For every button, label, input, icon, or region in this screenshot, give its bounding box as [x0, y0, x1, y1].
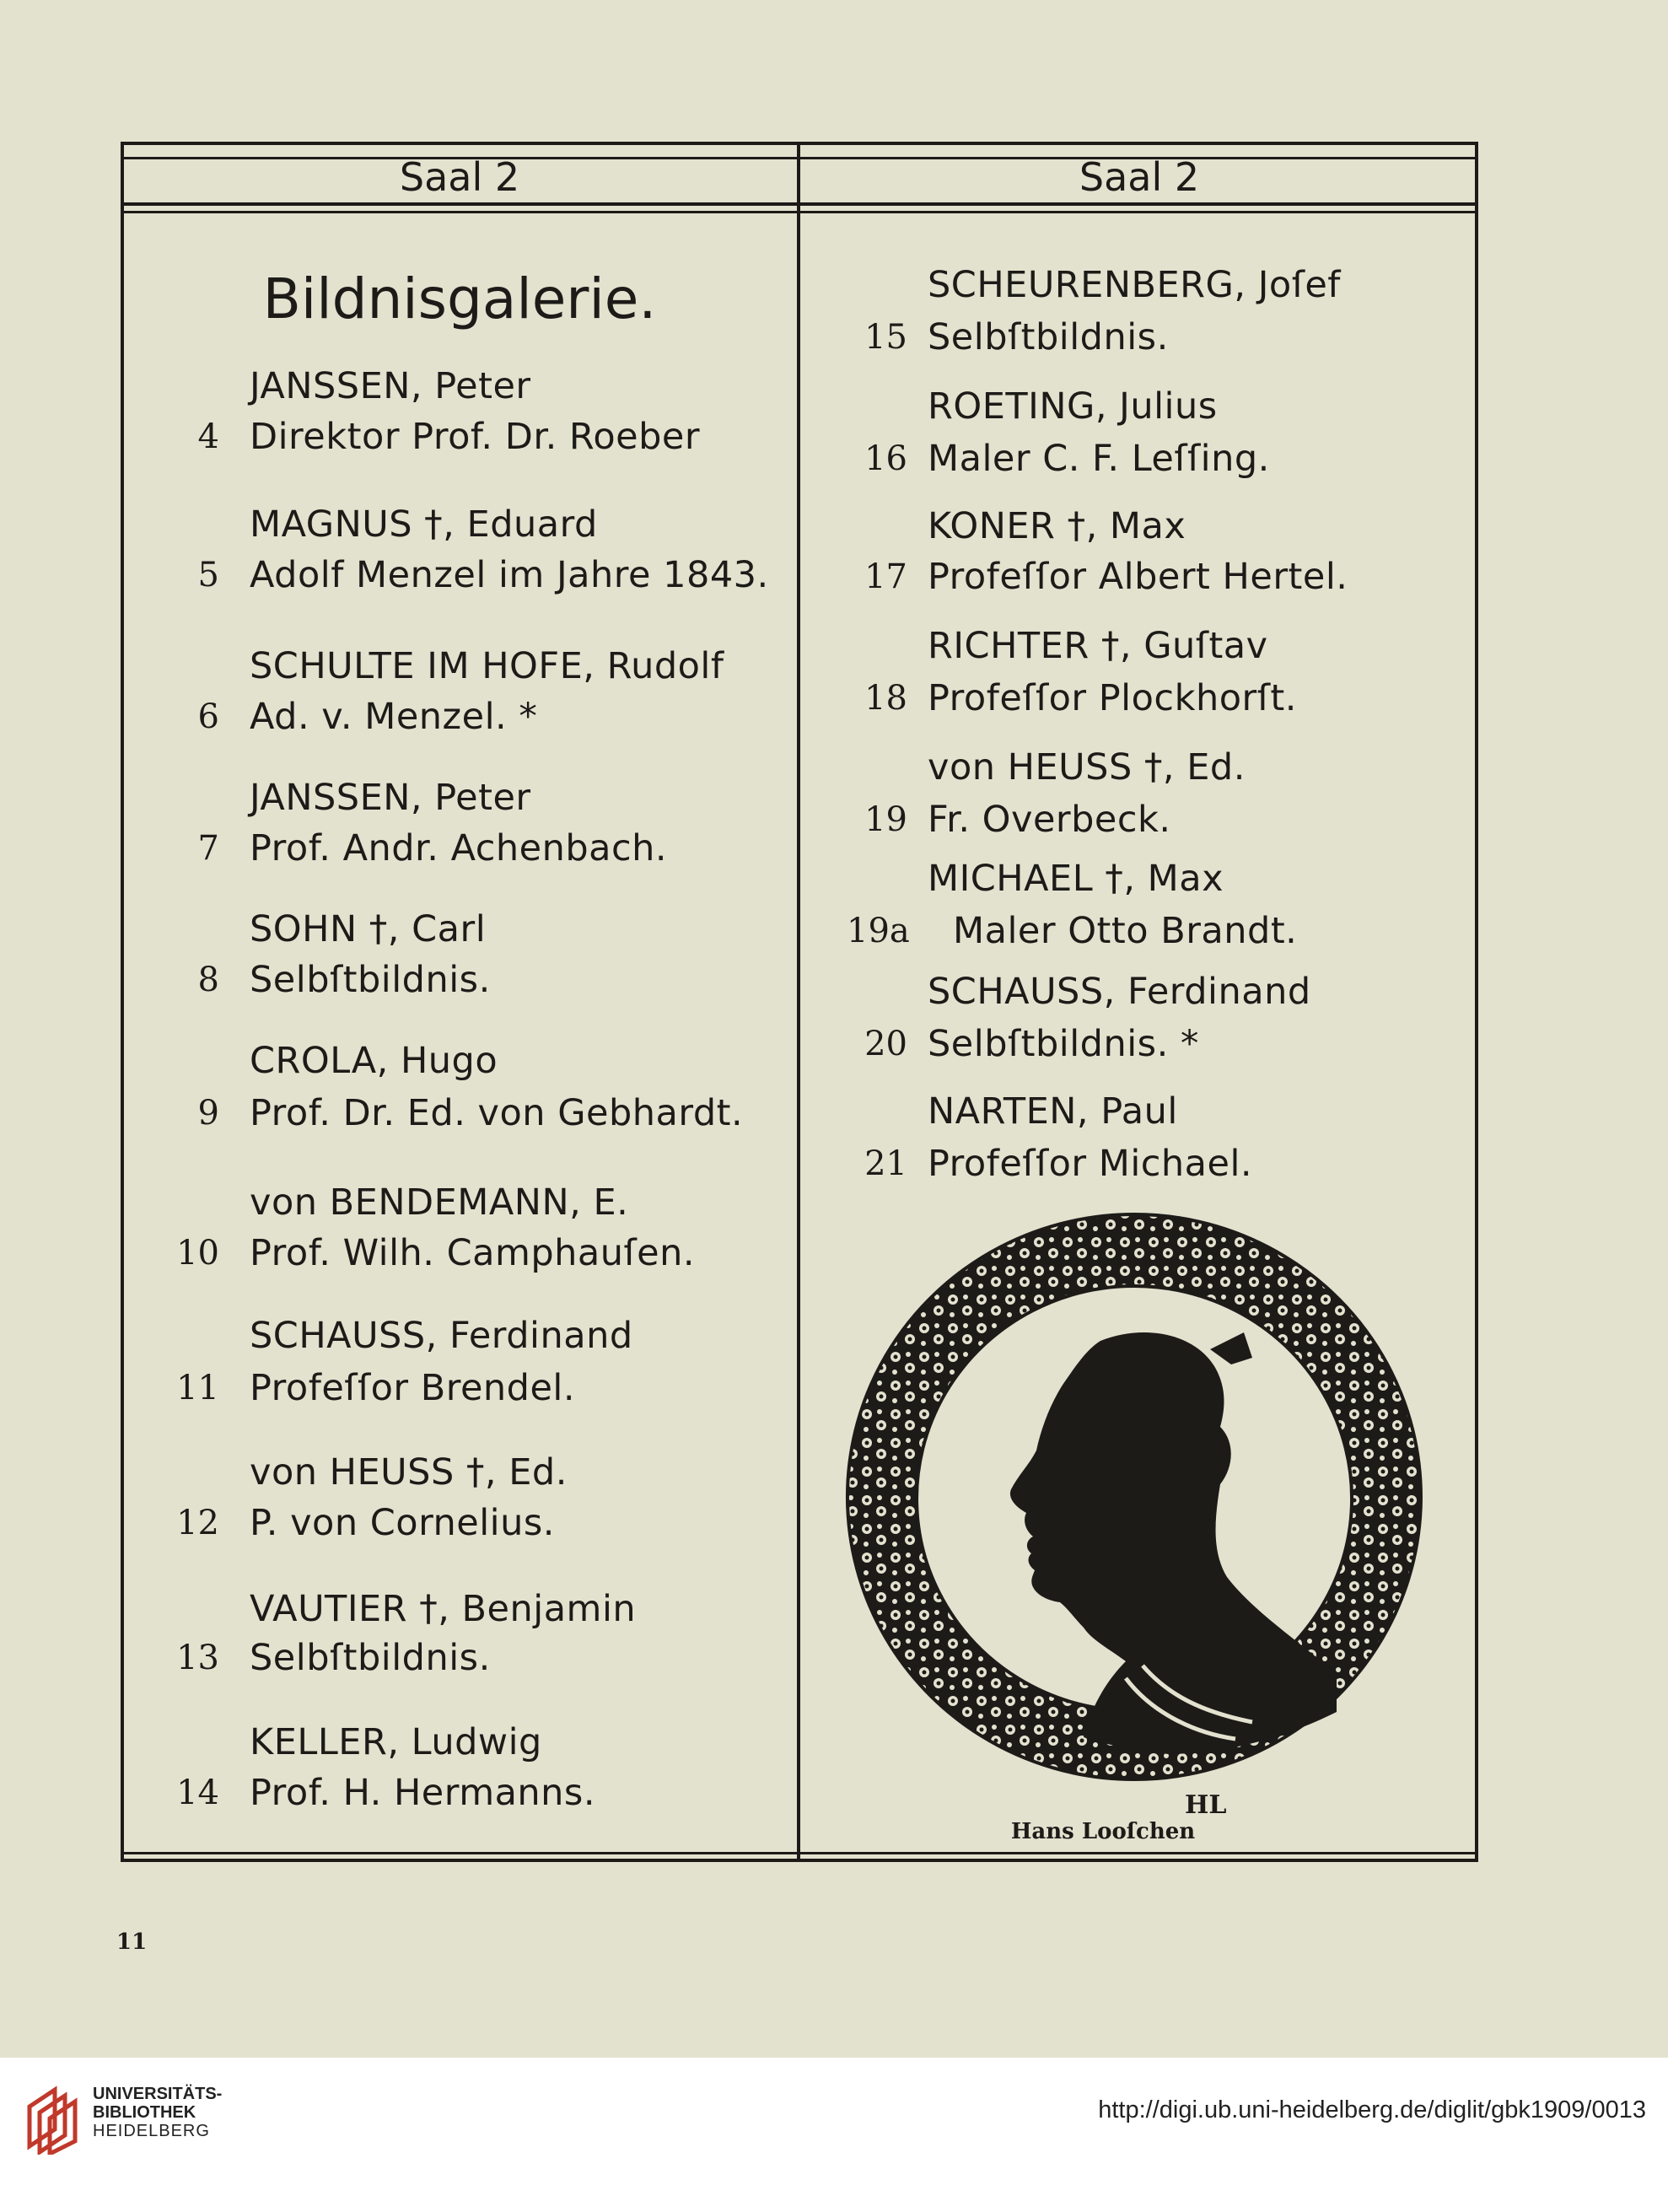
- catalog-number: 18: [864, 679, 907, 718]
- artist-name: KELLER, Ludwig: [250, 1721, 542, 1763]
- silhouette-wreath-illustration: [831, 1206, 1438, 1822]
- work-title: Maler Otto Brandt.: [953, 910, 1298, 952]
- artist-name: RICHTER †, Guſtav: [928, 625, 1268, 667]
- work-title: Prof. H. Hermanns.: [250, 1772, 596, 1814]
- library-name: [93, 2085, 222, 2140]
- artist-name: JANSSEN, Peter: [250, 365, 531, 407]
- work-title: P. von Cornelius.: [250, 1502, 555, 1544]
- artist-name: von HEUSS †, Ed.: [928, 746, 1246, 788]
- catalog-number: 4: [197, 417, 219, 456]
- artist-name: SCHAUSS, Ferdinand: [250, 1315, 633, 1357]
- catalog-number: 9: [197, 1094, 219, 1133]
- work-title: Adolf Menzel im Jahre 1843.: [250, 554, 769, 596]
- library-line-2: BIBLIOTHEK: [93, 2103, 196, 2122]
- work-title: Selbſtbildnis.: [250, 1637, 491, 1679]
- catalog-number: 17: [864, 557, 907, 596]
- work-title: Prof. Dr. Ed. von Gebhardt.: [250, 1092, 744, 1134]
- work-title: Prof. Wilh. Camphauſen.: [250, 1232, 696, 1274]
- work-title: Profeſſor Brendel.: [250, 1367, 576, 1409]
- artist-name: ROETING, Julius: [928, 385, 1218, 428]
- left-header: Saal 2: [399, 154, 520, 200]
- catalog-number: 16: [864, 439, 907, 478]
- work-title: Direktor Prof. Dr. Roeber: [250, 416, 701, 458]
- artist-name: SCHAUSS, Ferdinand: [928, 971, 1311, 1013]
- monogram: HL: [1185, 1790, 1227, 1820]
- catalog-number: 5: [197, 556, 219, 595]
- work-title: Profeſſor Albert Hertel.: [928, 556, 1348, 598]
- artist-name: von HEUSS †, Ed.: [250, 1451, 568, 1494]
- right-header: Saal 2: [1079, 154, 1200, 200]
- work-title: Maler C. F. Leſſing.: [928, 438, 1270, 480]
- section-title: Bildnisgalerie.: [262, 266, 657, 331]
- work-title: Selbſtbildnis. *: [928, 1023, 1199, 1065]
- source-url-link[interactable]: http://digi.ub.uni-heidelberg.de/diglit/gbk1909/0013: [1098, 2096, 1646, 2123]
- artist-name: KONER †, Max: [928, 505, 1186, 547]
- catalog-number: 21: [864, 1144, 907, 1183]
- column-divider: [797, 142, 800, 1862]
- artist-name: von BENDEMANN, E.: [250, 1181, 629, 1224]
- artist-name: SCHULTE IM HOFE, Rudolf: [250, 645, 724, 687]
- catalog-number: 12: [176, 1504, 219, 1542]
- artist-name: MAGNUS †, Eduard: [250, 503, 598, 546]
- catalog-number: 7: [197, 829, 219, 868]
- artist-name: SOHN †, Carl: [250, 908, 487, 950]
- artist-name: JANSSEN, Peter: [250, 777, 531, 819]
- page-number: 11: [116, 1929, 148, 1955]
- library-footer: [0, 2058, 1668, 2212]
- artist-name: NARTEN, Paul: [928, 1090, 1178, 1133]
- library-logo-icon: [21, 2083, 84, 2155]
- artist-name: MICHAEL †, Max: [928, 858, 1224, 900]
- work-title: Profeſſor Plockhorſt.: [928, 677, 1297, 719]
- catalog-number: 14: [176, 1773, 219, 1812]
- artist-name: CROLA, Hugo: [250, 1040, 498, 1082]
- catalog-number: 19a: [847, 912, 910, 950]
- catalog-number: 6: [197, 697, 219, 736]
- work-title: Profeſſor Michael.: [928, 1143, 1253, 1185]
- hair-bow: [1210, 1332, 1252, 1364]
- work-title: Selbſtbildnis.: [250, 959, 491, 1001]
- artist-name: VAUTIER †, Benjamin: [250, 1588, 637, 1630]
- catalog-number: 19: [864, 800, 907, 839]
- library-line-1: UNIVERSITÄTS-: [93, 2085, 223, 2103]
- work-title: Fr. Overbeck.: [928, 799, 1171, 841]
- catalog-number: 13: [176, 1639, 219, 1677]
- catalog-number: 11: [176, 1369, 219, 1407]
- work-title: Prof. Andr. Achenbach.: [250, 827, 668, 869]
- catalog-number: 8: [197, 961, 219, 999]
- catalog-number: 15: [864, 318, 907, 357]
- artist-name: SCHEURENBERG, Joſef: [928, 264, 1341, 306]
- catalog-number: 10: [176, 1234, 219, 1273]
- catalog-number: 20: [864, 1025, 907, 1063]
- work-title: Selbſtbildnis.: [928, 316, 1169, 358]
- illustration-caption: Hans Looſchen: [1010, 1819, 1196, 1844]
- library-line-3: HEIDELBERG: [93, 2122, 210, 2140]
- work-title: Ad. v. Menzel. *: [250, 696, 538, 738]
